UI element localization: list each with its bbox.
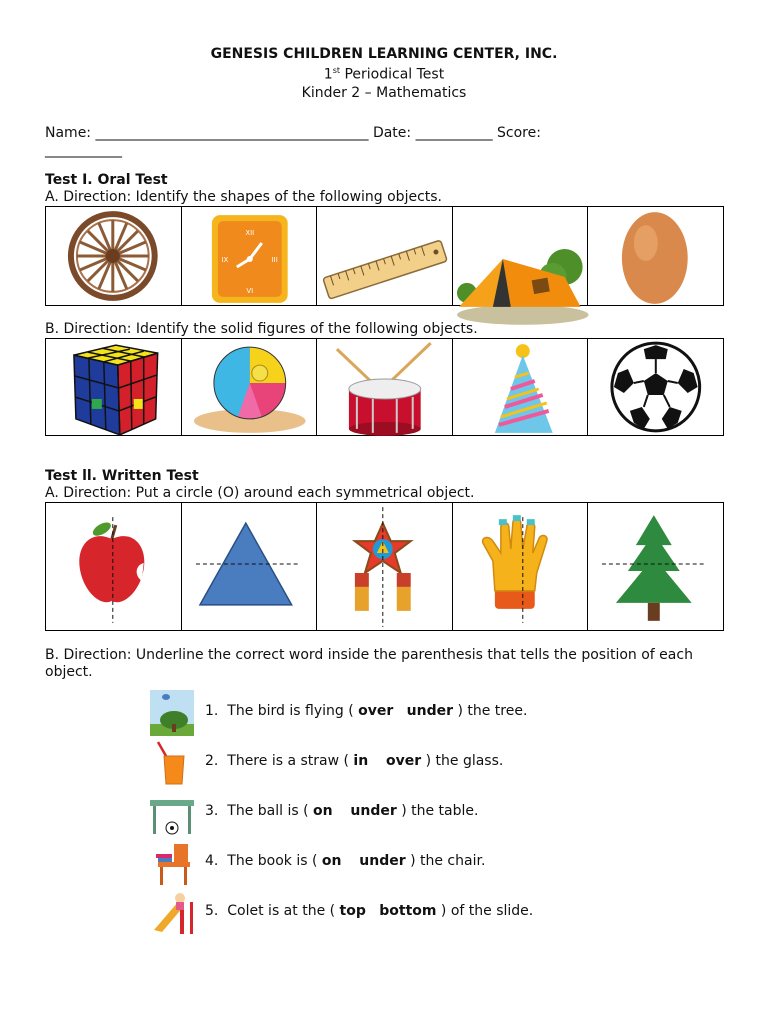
parol-lantern-image[interactable]: [317, 503, 453, 630]
pine-tree-image[interactable]: [588, 503, 723, 630]
list-item: [150, 690, 710, 736]
score-field[interactable]: ___________: [45, 142, 122, 158]
bird-tree-image: [150, 690, 194, 736]
item-text: 2. There is a straw ( in over ) the glass.: [205, 753, 504, 769]
test2-b-direction-line2: object.: [45, 664, 93, 680]
option-1[interactable]: on: [321, 853, 342, 869]
option-1[interactable]: in: [353, 753, 369, 769]
option-2[interactable]: under: [359, 853, 406, 869]
item-text: 3. The ball is ( on under ) the table.: [205, 803, 479, 819]
svg-text:VI: VI: [245, 286, 253, 295]
svg-text:IX: IX: [221, 255, 228, 264]
info-line: [45, 125, 541, 141]
book-chair-image: [150, 840, 194, 886]
school-name: GENESIS CHILDREN LEARNING CENTER, INC.: [210, 46, 558, 62]
ball-table-image: [150, 790, 194, 836]
wheel-image: [46, 207, 182, 305]
test1-title: Test I. Oral Test: [45, 172, 168, 188]
beach-ball-image: [182, 339, 318, 435]
glove-image[interactable]: [453, 503, 589, 630]
symmetry-table: [45, 502, 724, 631]
list-item: [150, 740, 710, 786]
subject-title: Kinder 2 – Mathematics: [301, 85, 467, 101]
tent-image: [453, 207, 589, 305]
score-label: Score:: [497, 125, 541, 141]
shapes-table: [45, 206, 724, 306]
date-label: Date:: [372, 125, 412, 141]
option-2[interactable]: under: [406, 703, 454, 719]
item-text: 4. The book is ( on under ) the chair.: [205, 853, 486, 869]
option-2[interactable]: over: [386, 753, 422, 769]
solids-table: [45, 338, 724, 436]
svg-text:III: III: [271, 255, 278, 264]
ruler-image: [317, 207, 453, 305]
list-item: [150, 840, 710, 886]
triangle-image[interactable]: [182, 503, 318, 630]
test2-a-direction: A. Direction: Put a circle (O) around each symmetrical object.: [45, 485, 475, 501]
test2-title: Test ll. Written Test: [45, 468, 199, 484]
date-field[interactable]: ___________: [415, 125, 493, 141]
list-item: [150, 890, 710, 936]
option-2[interactable]: bottom: [379, 903, 437, 919]
clock-image: [182, 207, 318, 305]
svg-text:XII: XII: [244, 229, 254, 238]
item-text: 1. The bird is flying ( over under ) the tree.: [205, 703, 528, 719]
option-1[interactable]: top: [339, 903, 366, 919]
drum-image: [317, 339, 453, 435]
test-title: 1st Periodical Test: [323, 66, 445, 83]
option-2[interactable]: under: [350, 803, 397, 819]
test1-b-direction: B. Direction: Identify the solid figures of the following objects.: [45, 321, 478, 337]
name-field[interactable]: _______________________________________: [95, 125, 369, 141]
option-1[interactable]: on: [313, 803, 333, 819]
party-hat-image: [453, 339, 589, 435]
girl-slide-image: [150, 890, 194, 936]
option-1[interactable]: over: [358, 703, 394, 719]
list-item: [150, 790, 710, 836]
soccer-ball-image: [588, 339, 723, 435]
item-text: 5. Colet is at the ( top bottom ) of the slide.: [205, 903, 534, 919]
egg-image: [588, 207, 723, 305]
name-label: Name:: [45, 125, 92, 141]
test1-a-direction: A. Direction: Identify the shapes of the following objects.: [45, 189, 443, 205]
rubiks-cube-image: [46, 339, 182, 435]
apple-image[interactable]: [46, 503, 182, 630]
straw-glass-image: [150, 740, 194, 786]
test2-b-direction-line1: B. Direction: Underline the correct word inside the parenthesis that tells the position of each: [45, 647, 693, 663]
